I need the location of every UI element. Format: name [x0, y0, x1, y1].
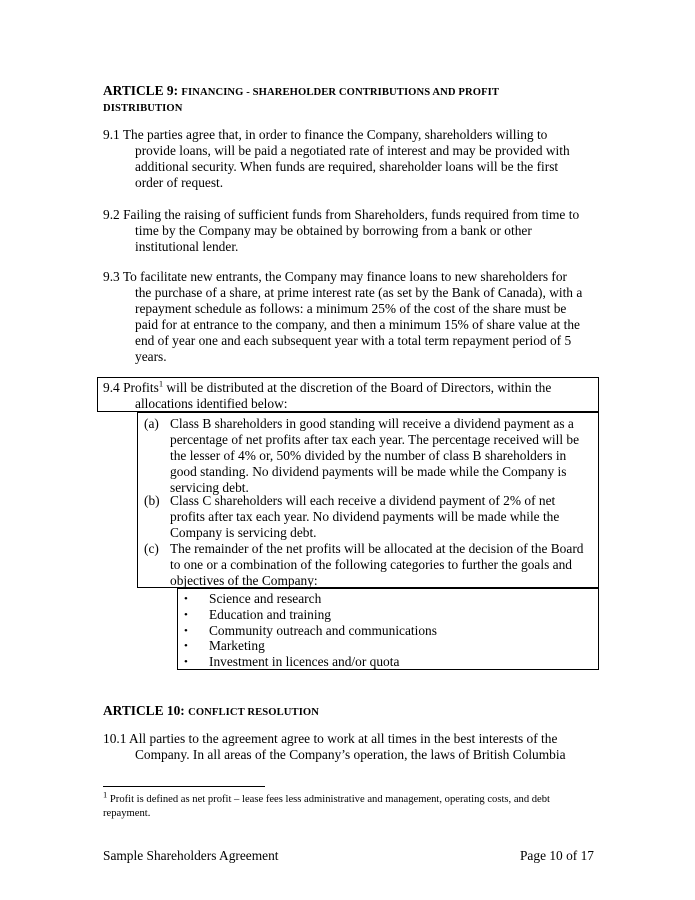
section-9-3-line: the purchase of a share, at prime interest rate (as set by the Bank of Canada), with a — [135, 285, 583, 300]
subitem-line: Class B shareholders in good standing will receive a dividend payment as a — [170, 416, 574, 431]
section-9-2 — [103, 207, 623, 255]
section-9-4-rest: will be distributed at the discretion of the Board of Directors, within the — [163, 380, 552, 395]
section-9-3 — [103, 269, 623, 365]
section-9-3-line: 9.3 To facilitate new entrants, the Company may finance loans to new shareholders for — [103, 269, 567, 284]
article-9-title: FINANCING - SHAREHOLDER CONTRIBUTIONS AND PROFIT — [181, 87, 500, 98]
section-9-3-line: end of year one and each subsequent year with a total term repayment period of 5 — [135, 333, 572, 348]
subitem-line: the lesser of 4% or, 50% divided by the number of class B shareholders in — [170, 448, 567, 463]
section-9-3-line: repayment schedule as follows: a minimum 25% of the cost of the share must be — [135, 301, 567, 316]
section-9-1-line: additional security. When funds are required, shareholder loans will be the first — [135, 159, 559, 174]
subitem-line: Class C shareholders will each receive a dividend payment of 2% of net — [170, 493, 556, 508]
section-9-3-line: paid for at entrance to the company, and then a minimum 15% of share value at the — [135, 317, 580, 332]
footnote-separator — [103, 786, 265, 787]
section-10-1 — [103, 731, 623, 763]
article-9-heading-cont — [103, 99, 183, 117]
subitem-line: profits after tax each year. No dividend payments will be made while the — [170, 509, 560, 524]
bullet-icon: • — [184, 593, 188, 605]
subitem-line: The remainder of the net profits will be allocated at the decision of the Board — [170, 541, 584, 556]
article-9-title-cont: DISTRIBUTION — [103, 103, 183, 114]
section-9-4 — [103, 380, 603, 412]
section-9-1-line: 9.1 The parties agree that, in order to finance the Company, shareholders willing to — [103, 127, 548, 142]
subitem-body — [170, 541, 583, 589]
section-9-1-line: provide loans, will be paid a negotiated rate of interest and may be provided with — [135, 143, 570, 158]
article-10-heading — [103, 703, 319, 721]
subitem-line: servicing debt. — [170, 480, 249, 495]
bullet-icon: • — [184, 656, 188, 668]
section-9-1-line: order of request. — [135, 175, 224, 190]
subitem-line: percentage of net profits after tax each year. The percentage received will be — [170, 432, 580, 447]
footnote-text: Profit is defined as net profit – lease fees less administrative and management, operating costs, and debt — [107, 794, 550, 805]
bullet-text: Community outreach and communications — [209, 623, 437, 638]
section-9-2-line: time by the Company may be obtained by borrowing from a bank or other — [135, 223, 532, 238]
bullet-text: Science and research — [209, 591, 322, 606]
bullet-icon: • — [184, 625, 188, 637]
bullet-icon: • — [184, 609, 188, 621]
footer-page-number: Page 10 of 17 — [519, 848, 594, 863]
article-9-number: ARTICLE 9: — [103, 83, 182, 98]
footnote-mark: 1 — [103, 789, 108, 800]
section-9-2-line: institutional lender. — [135, 239, 239, 254]
article-10-title: CONFLICT RESOLUTION — [188, 707, 320, 718]
section-9-4-lead: 9.4 Profits — [103, 380, 159, 395]
section-9-2-line: 9.2 Failing the raising of sufficient funds from Shareholders, funds required from time to — [103, 207, 580, 222]
subitem-label: (b) — [144, 493, 160, 508]
section-9-1 — [103, 127, 623, 191]
subitem-label: (c) — [144, 541, 159, 556]
subitem-body — [170, 416, 579, 496]
subitem-line: good standing. No dividend payments will be made while the Company is — [170, 464, 567, 479]
section-9-3-line: years. — [135, 349, 167, 364]
article-10-number: ARTICLE 10: — [103, 703, 189, 718]
subitem-line: objectives of the Company: — [170, 573, 318, 588]
footnote-line — [103, 789, 623, 807]
section-9-4-line-2: allocations identified below: — [135, 396, 288, 411]
subitem-label: (a) — [144, 416, 159, 431]
footnote-line-2: repayment. — [103, 808, 151, 819]
subitem-line: to one or a combination of the following categories to further the goals and — [170, 557, 572, 572]
footnote — [103, 789, 623, 821]
bullet-text: Marketing — [209, 638, 265, 653]
bullet-text: Investment in licences and/or quota — [209, 654, 400, 669]
footnote-ref: 1 — [158, 378, 164, 389]
footer-left: Sample Shareholders Agreement — [103, 848, 279, 863]
section-10-1-line: Company. In all areas of the Company’s operation, the laws of British Columbia — [135, 747, 566, 762]
bullet-icon: • — [184, 640, 188, 652]
subitem-line: Company is servicing debt. — [170, 525, 317, 540]
bullet-text: Education and training — [209, 607, 331, 622]
section-10-1-line: 10.1 All parties to the agreement agree to work at all times in the best interests of the — [103, 731, 558, 746]
section-9-4-line — [103, 380, 603, 396]
subitem-body — [170, 493, 559, 541]
